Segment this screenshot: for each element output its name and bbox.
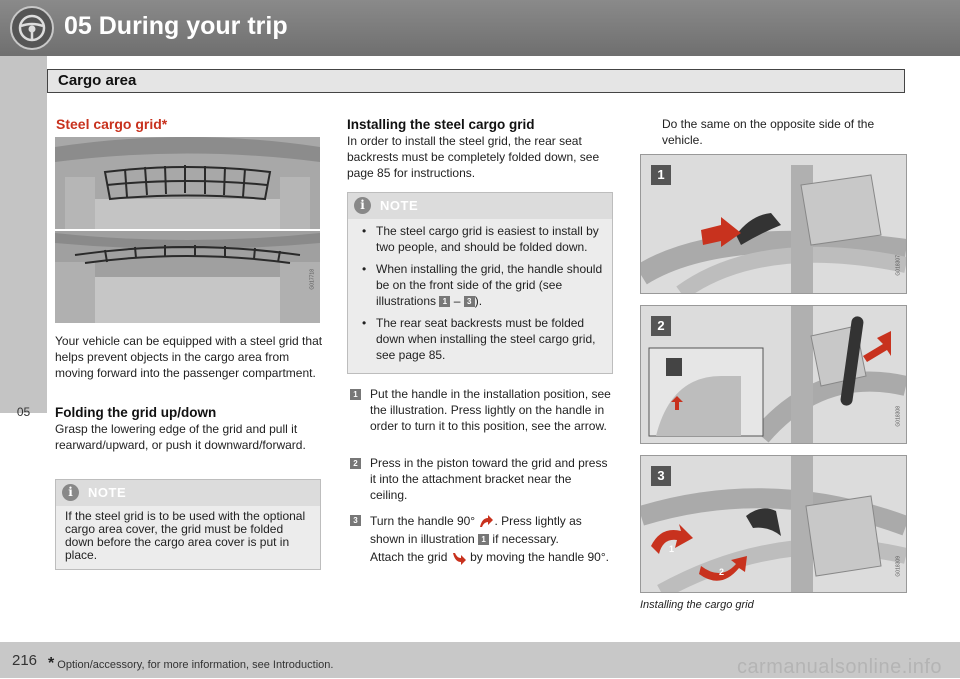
- illustration-code: G018307: [896, 255, 902, 276]
- footer-star: *: [48, 655, 55, 672]
- note-box-middle: [347, 192, 613, 374]
- step-3-text-c: if necessary.: [492, 532, 559, 546]
- step-3-text-d: Attach the grid: [370, 550, 448, 564]
- note-bullet: • The rear seat backrests must be folded down when installing the steel cargo grid, see page 85.: [360, 315, 606, 363]
- watermark: carmanualsonline.info: [736, 656, 942, 678]
- illustration-code: G018308: [896, 406, 902, 427]
- step-text: Press in the piston toward the grid and press it into the attachment bracket near the ceiling.: [370, 456, 608, 502]
- opposite-side-text: Do the same on the opposite side of the vehicle.: [662, 117, 875, 147]
- bullet-end: ).: [474, 294, 483, 308]
- illustration-1: [640, 154, 907, 294]
- step-3-text-e: by moving the handle 90°.: [470, 550, 609, 564]
- cargo-grid-photo-drawing: [55, 137, 320, 323]
- photo-code: G017718: [310, 269, 316, 290]
- info-icon: i: [354, 197, 371, 214]
- section-bar: [47, 69, 905, 93]
- arrow-label-2: 2: [719, 567, 725, 577]
- note-bullet: [360, 261, 606, 309]
- step-text: Put the handle in the installation position, see the illustration. Press lightly on the handle in order to turn it to this position, see the arrow.: [370, 387, 611, 433]
- note-box-left: [55, 479, 321, 570]
- step-number: 3: [350, 515, 361, 526]
- steering-wheel-icon: [10, 6, 54, 50]
- installing-heading: Installing the steel cargo grid: [347, 117, 535, 132]
- step-3-badge: 3: [464, 296, 475, 307]
- cargo-grid-photo: [55, 137, 320, 323]
- step-number: 2: [350, 458, 361, 469]
- footer-note-text: Option/accessory, for more information, see Introduction.: [57, 659, 334, 671]
- note-header: [56, 480, 320, 506]
- illustration-2: [640, 305, 907, 444]
- step-3-text-b: . Press lightly as shown in illustration: [370, 514, 582, 546]
- step-2: [350, 455, 612, 503]
- red-arrow-2-icon: [451, 551, 467, 565]
- steel-cargo-grid-heading: Steel cargo grid*: [56, 116, 168, 132]
- step-3-text-a: Turn the handle 90°: [370, 514, 476, 528]
- chapter-header: [0, 0, 960, 56]
- illustration-1-drawing: [641, 155, 906, 293]
- footer-note: [48, 655, 333, 673]
- folding-text: Grasp the lowering edge of the grid and pull it rearward/upward, or push it downward/forward.: [55, 422, 306, 452]
- note-bullet-text: When installing the grid, the handle should be on the front side of the grid (see illustrations: [376, 262, 603, 308]
- illustration-code: G018309: [896, 556, 902, 577]
- illustration-number: 2: [651, 316, 671, 336]
- note-bullet: • The steel cargo grid is easiest to install by two people, and should be folded down.: [360, 223, 606, 255]
- installing-intro: In order to install the steel grid, the rear seat backrests must be completely folded down, see page 85 for instructions.: [347, 134, 600, 180]
- page-number: 216: [12, 652, 38, 669]
- illustration-number: 1: [651, 165, 671, 185]
- figure-caption: Installing the cargo grid: [640, 599, 754, 611]
- step-1: [350, 386, 612, 434]
- chapter-title: 05 During your trip: [64, 12, 288, 40]
- illustration-2-drawing: [641, 306, 906, 443]
- note-label: NOTE: [88, 485, 127, 500]
- step-1-badge: 1: [478, 534, 489, 545]
- illustration-number: 3: [651, 466, 671, 486]
- note-text: If the steel grid is to be used with the optional cargo area cover, the grid must be folded down before the cargo area cover is put in place.: [65, 509, 306, 562]
- sidebar-chapter-number: 05: [16, 405, 31, 419]
- section-title: Cargo area: [58, 72, 137, 89]
- folding-heading: Folding the grid up/down: [55, 405, 217, 420]
- step-text: [370, 512, 612, 566]
- range-separator: –: [453, 294, 461, 308]
- illustration-3-drawing: [641, 456, 906, 592]
- intro-text: Your vehicle can be equipped with a steel grid that helps prevent objects in the cargo area from moving forward into the passenger compartment.: [55, 334, 323, 380]
- note-bullets: [360, 223, 606, 369]
- note-label: NOTE: [380, 198, 419, 213]
- step-number: 1: [350, 389, 361, 400]
- red-arrow-1-icon: [478, 515, 494, 529]
- chapter-sidebar: [0, 56, 47, 419]
- note-header: [348, 193, 612, 219]
- illustration-3: [640, 455, 907, 593]
- page-footer: [0, 642, 960, 678]
- info-icon: i: [62, 484, 79, 501]
- arrow-label-1: 1: [669, 544, 675, 554]
- step-1-badge: 1: [439, 296, 450, 307]
- step-3: [350, 512, 612, 566]
